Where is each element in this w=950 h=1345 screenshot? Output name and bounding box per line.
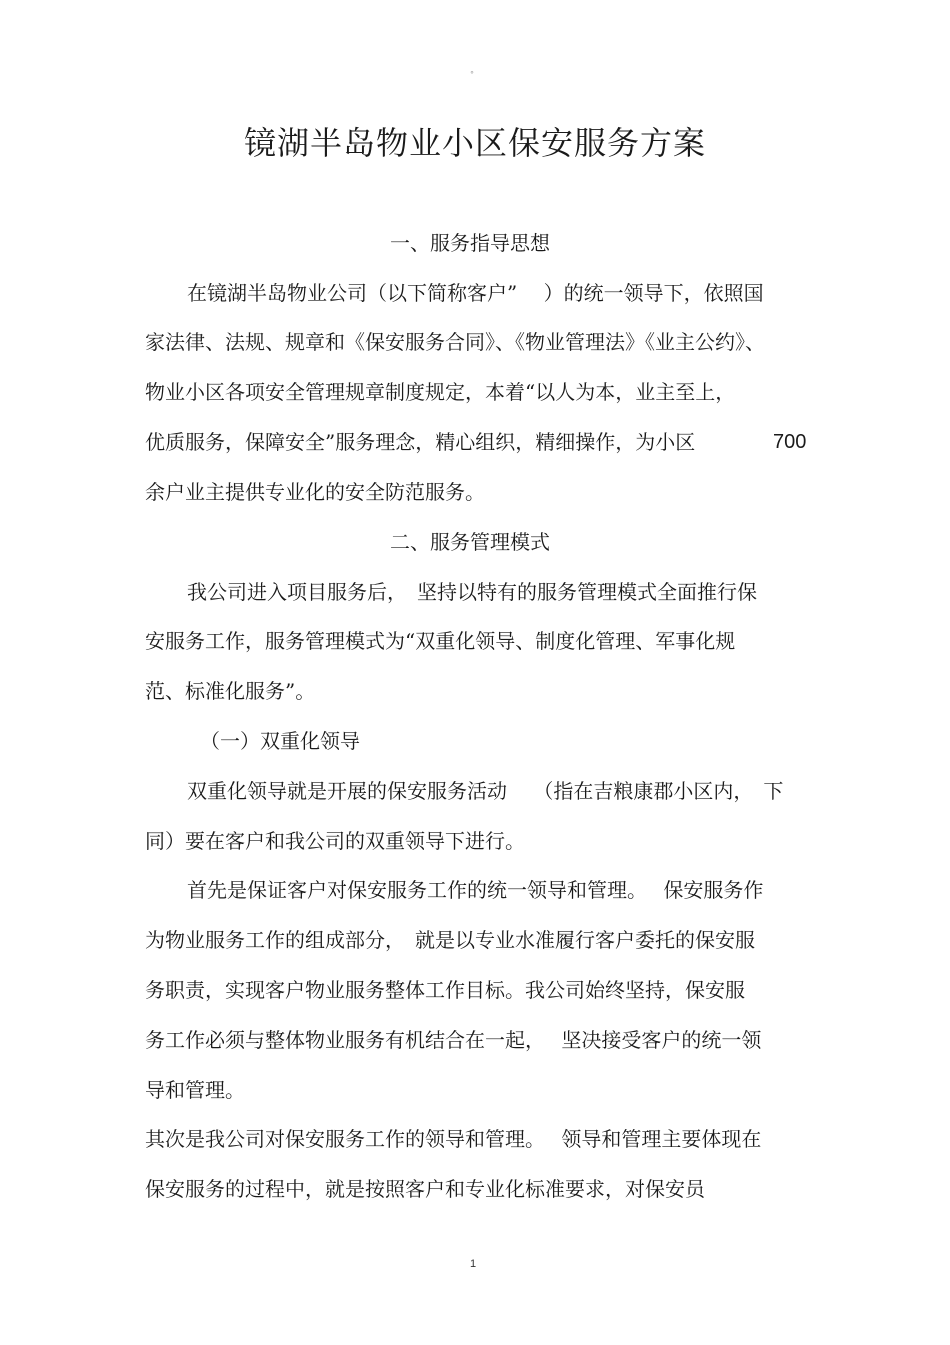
text-line: 家法律、法规、规章和《保安服务合同》、《物业管理法》《业主公约》、 xyxy=(145,330,765,354)
text-line: 导和管理。 xyxy=(145,1078,245,1102)
header-mark: ° xyxy=(470,70,474,79)
household-count: 700 xyxy=(773,431,807,453)
text-line: 安服务工作，服务管理模式为“双重化领导、制度化管理、军事化规 xyxy=(145,629,736,653)
text-line: 同）要在客户和我公司的双重领导下进行。 xyxy=(145,829,525,853)
text-line: 为物业服务工作的组成部分， 就是以专业水准履行客户委托的保安服 xyxy=(145,928,755,952)
text-line: 其次是我公司对保安服务工作的领导和管理。 领导和管理主要体现在 xyxy=(145,1127,762,1151)
page-number: 1 xyxy=(470,1258,477,1270)
section-heading-2: 二、服务管理模式 xyxy=(390,530,550,554)
text-line: 在镜湖半岛物业公司（以下简称客户” ）的统一领导下，依照国 xyxy=(187,281,764,305)
text-line: 我公司进入项目服务后， 坚持以特有的服务管理模式全面推行保 xyxy=(187,580,757,604)
text-line: 优质服务，保障安全”服务理念，精心组织，精细操作，为小区 xyxy=(145,430,696,454)
text-line: 务工作必须与整体物业服务有机结合在一起， 坚决接受客户的统一领 xyxy=(145,1028,762,1052)
text-line: 务职责，实现客户物业服务整体工作目标。我公司始终坚持，保安服 xyxy=(145,978,745,1002)
text-line: 范、标准化服务”。 xyxy=(145,679,316,703)
subsection-heading: （一）双重化领导 xyxy=(200,729,360,753)
text-line: 物业小区各项安全管理规章制度规定，本着“以人为本，业主至上， xyxy=(145,380,736,404)
page-title: 镜湖半岛物业小区保安服务方案 xyxy=(243,124,706,162)
section-heading-1: 一、服务指导思想 xyxy=(390,231,550,255)
text-line: 双重化领导就是开展的保安服务活动 （指在吉粮康郡小区内， 下 xyxy=(187,779,784,803)
text-line: 首先是保证客户对保安服务工作的统一领导和管理。 保安服务作 xyxy=(187,878,764,902)
text-line: 保安服务的过程中，就是按照客户和专业化标准要求，对保安员 xyxy=(145,1177,705,1201)
text-line: 余户业主提供专业化的安全防范服务。 xyxy=(145,480,485,504)
